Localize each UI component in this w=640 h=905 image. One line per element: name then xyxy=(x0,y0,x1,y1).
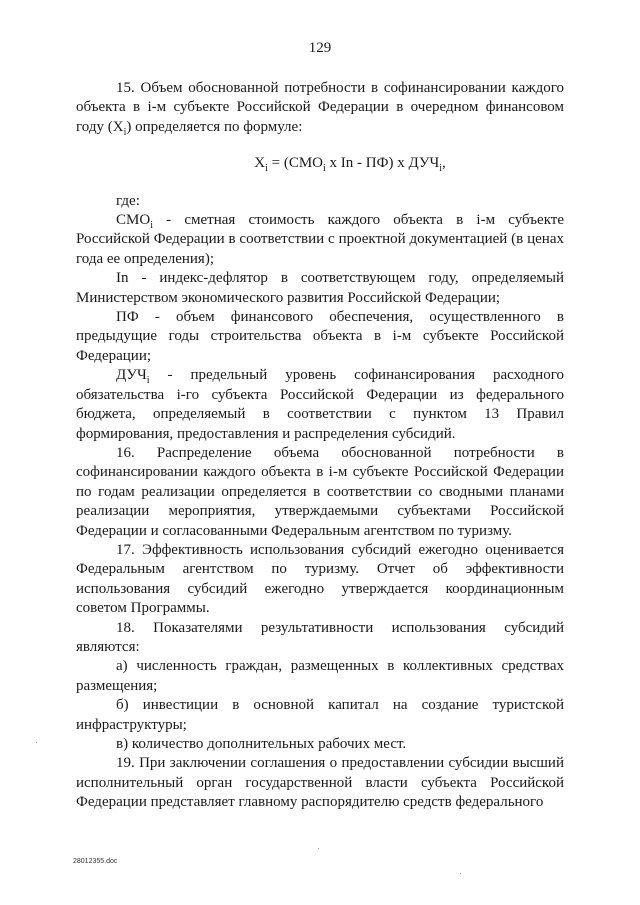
scan-speck xyxy=(460,873,461,874)
definition-duch xyxy=(76,366,564,444)
page-number: 129 xyxy=(308,40,332,56)
paragraph-15-subscript: i xyxy=(123,126,127,138)
definition-smo-text: - сметная стоимость каждого объекта в i-м субъекте Российской Федерации в соответствии с проектной документацией (в ценах года ее определения); xyxy=(76,212,564,267)
scan-speck xyxy=(36,742,37,743)
definition-smo-term: СМО xyxy=(116,212,151,229)
formula-x: X xyxy=(254,155,266,172)
list-item-c: в) количество дополнительных рабочих мест. xyxy=(116,736,407,752)
paragraph-15 xyxy=(76,79,564,137)
definition-smo-subscript: i xyxy=(150,220,153,232)
list-item-a: а) численность граждан, размещенных в коллективных средствах размещения; xyxy=(76,658,564,694)
formula-eq: = (СМО xyxy=(267,155,323,172)
formula-x-subscript: i xyxy=(265,163,268,175)
paragraph-15-tail: ) определяется по формуле: xyxy=(126,118,303,135)
formula-mid: х In - ПФ) х ДУЧ xyxy=(325,155,440,172)
where-label: где: xyxy=(116,192,140,209)
formula-smo-subscript: i xyxy=(323,163,326,175)
formula-duch-subscript: i xyxy=(439,163,443,175)
paragraph-16: 16. Распределение объема обоснованной потребности в софинансировании каждого объекта в i-м субъекте Российской Федерации по годам реализации определяется в соответствии со сводными планами реализации мероприятия, утверждаемыми субъектами Российской Федерации и согласованными Федеральным агентством по туризму. xyxy=(76,444,564,539)
formula xyxy=(76,154,564,173)
definition-duch-text: - предельный уровень софинансирования расходного обязательства i-го субъекта Российской Федерации из федерального бюджета, определяемый в соответствии с пунктом 13 Правил формирования, предоставления и распределения субсидий. xyxy=(76,367,564,442)
definition-smo xyxy=(76,211,564,269)
formula-end: , xyxy=(442,155,446,172)
definition-duch-term: ДУЧ xyxy=(116,367,147,384)
document-body xyxy=(76,79,564,813)
scan-speck xyxy=(318,848,319,849)
paragraph-17: 17. Эффективность использования субсидий ежегодно оценивается Федеральным агентством по туризму. Отчет об эффективности использования субсидий ежегодно утверждается координационным советом Программы. xyxy=(76,541,564,617)
definition-in: In - индекс-дефлятор в соответствующем году, определяемый Министерством экономического развития Российской Федерации; xyxy=(76,270,564,306)
definition-duch-subscript: i xyxy=(146,375,150,387)
paragraph-19: 19. При заключении соглашения о предоставлении субсидии высший исполнительный орган государственной власти субъекта Российской Федерации представляет главному распорядителю средств федерального xyxy=(76,755,564,811)
file-name-footer: 28012355.doc xyxy=(73,858,118,865)
definition-pf: ПФ - объем финансового обеспечения, осуществленного в предыдущие годы строительства объекта в i-м субъекте Российской Федерации; xyxy=(76,309,564,364)
paragraph-18: 18. Показателями результативности использования субсидий являются: xyxy=(76,619,564,655)
list-item-b: б) инвестиции в основной капитал на создание туристской инфраструктуры; xyxy=(76,697,564,733)
paragraph-15-lead: 15. Объем обоснованной потребности в софинансировании каждого объекта в i-м субъекте Российской Федерации в очередном финансовом году (X xyxy=(76,80,564,135)
